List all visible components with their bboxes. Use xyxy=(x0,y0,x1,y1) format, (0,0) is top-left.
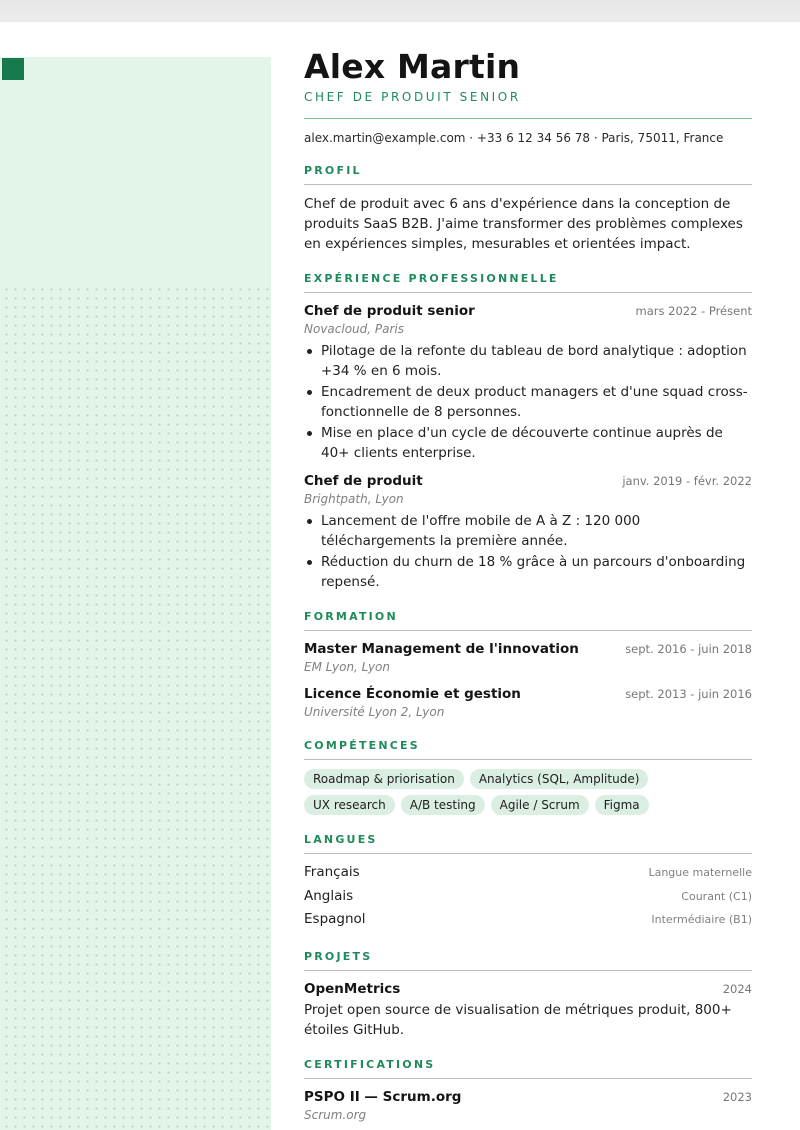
experience-entry xyxy=(304,301,752,463)
job-achievements xyxy=(304,511,752,592)
job-dates: janv. 2019 - févr. 2022 xyxy=(622,474,752,488)
certification-issuer: Scrum.org xyxy=(304,1107,367,1122)
degree-dates: sept. 2013 - juin 2016 xyxy=(625,687,752,701)
skill-chip: A/B testing xyxy=(401,795,485,815)
section-title-education: FORMATION xyxy=(304,610,752,631)
section-title-projects: PROJETS xyxy=(304,950,752,971)
certification-name: PSPO II — Scrum.org xyxy=(304,1088,462,1105)
section-experience xyxy=(304,272,752,592)
language-row xyxy=(304,908,752,932)
list-item: Encadrement de deux product managers et d'une squad cross-fonctionnelle de 8 personnes. xyxy=(304,382,752,422)
project-description: Projet open source de visualisation de métriques produit, 800+ étoiles GitHub. xyxy=(304,1001,732,1038)
language-level: Courant (C1) xyxy=(681,889,752,903)
project-year: 2024 xyxy=(722,981,752,996)
section-title-certifications: CERTIFICATIONS xyxy=(304,1058,752,1079)
section-title-profile: PROFIL xyxy=(304,164,752,185)
language-list xyxy=(304,861,752,932)
section-certifications xyxy=(304,1058,752,1124)
resume-main xyxy=(304,46,752,1124)
language-row xyxy=(304,861,752,885)
candidate-name: Alex Martin xyxy=(304,47,521,86)
education-entry xyxy=(304,684,752,721)
school-name: EM Lyon, Lyon xyxy=(304,660,390,674)
skill-chip: Figma xyxy=(595,795,649,815)
skill-chip: UX research xyxy=(304,795,395,815)
list-item: Mise en place d'un cycle de découverte continue auprès de 40+ clients enterprise. xyxy=(304,423,752,463)
skill-chip: Roadmap & priorisation xyxy=(304,769,464,789)
school-name: Université Lyon 2, Lyon xyxy=(304,705,445,719)
language-name: Espagnol xyxy=(304,911,366,927)
education-entry xyxy=(304,639,752,676)
experience-entry xyxy=(304,471,752,592)
section-skills xyxy=(304,739,752,815)
candidate-role: CHEF DE PRODUIT SENIOR xyxy=(304,90,521,104)
language-level: Langue maternelle xyxy=(648,866,752,879)
section-projects xyxy=(304,950,752,1040)
degree-dates: sept. 2016 - juin 2018 xyxy=(625,642,752,656)
sidebar-dot-pattern xyxy=(0,283,271,1130)
section-title-skills: COMPÉTENCES xyxy=(304,739,752,760)
section-education xyxy=(304,610,752,721)
project-entry xyxy=(304,979,752,1040)
job-achievements xyxy=(304,341,752,463)
skill-chip: Agile / Scrum xyxy=(491,795,589,815)
language-name: Français xyxy=(304,864,360,880)
list-item: Pilotage de la refonte du tableau de bord analytique : adoption +34 % en 6 mois. xyxy=(304,341,752,381)
section-title-experience: EXPÉRIENCE PROFESSIONNELLE xyxy=(304,272,752,293)
certification-entry xyxy=(304,1087,752,1124)
skill-chips xyxy=(304,769,744,815)
job-title: Chef de produit senior xyxy=(304,303,475,319)
list-item: Lancement de l'offre mobile de A à Z : 120 000 téléchargements la première année. xyxy=(304,511,752,551)
language-name: Anglais xyxy=(304,887,354,904)
job-dates: mars 2022 - Présent xyxy=(635,304,752,318)
section-profile xyxy=(304,164,752,254)
contact-line: alex.martin@example.com · +33 6 12 34 56 78 · Paris, 75011, France xyxy=(304,131,724,145)
accent-square xyxy=(2,58,24,80)
page-top-edge xyxy=(0,0,800,22)
profile-text: Chef de produit avec 6 ans d'expérience dans la conception de produits SaaS B2B. J'aime transformer des problèmes complexes en expériences simples, mesurables et orientées impact. xyxy=(304,196,743,252)
job-title: Chef de produit xyxy=(304,473,423,489)
list-item: Réduction du churn de 18 % grâce à un parcours d'onboarding repensé. xyxy=(304,552,752,592)
language-row xyxy=(304,885,752,909)
skill-chip: Analytics (SQL, Amplitude) xyxy=(470,769,649,789)
language-level: Intermédiaire (B1) xyxy=(651,913,752,926)
section-languages xyxy=(304,833,752,932)
section-title-languages: LANGUES xyxy=(304,833,752,854)
degree-title: Licence Économie et gestion xyxy=(304,686,521,702)
header-divider xyxy=(304,118,752,119)
job-company: Brightpath, Lyon xyxy=(304,492,404,506)
project-name: OpenMetrics xyxy=(304,980,401,997)
job-company: Novacloud, Paris xyxy=(304,322,405,336)
certification-year: 2023 xyxy=(722,1089,752,1104)
degree-title: Master Management de l'innovation xyxy=(304,641,579,657)
